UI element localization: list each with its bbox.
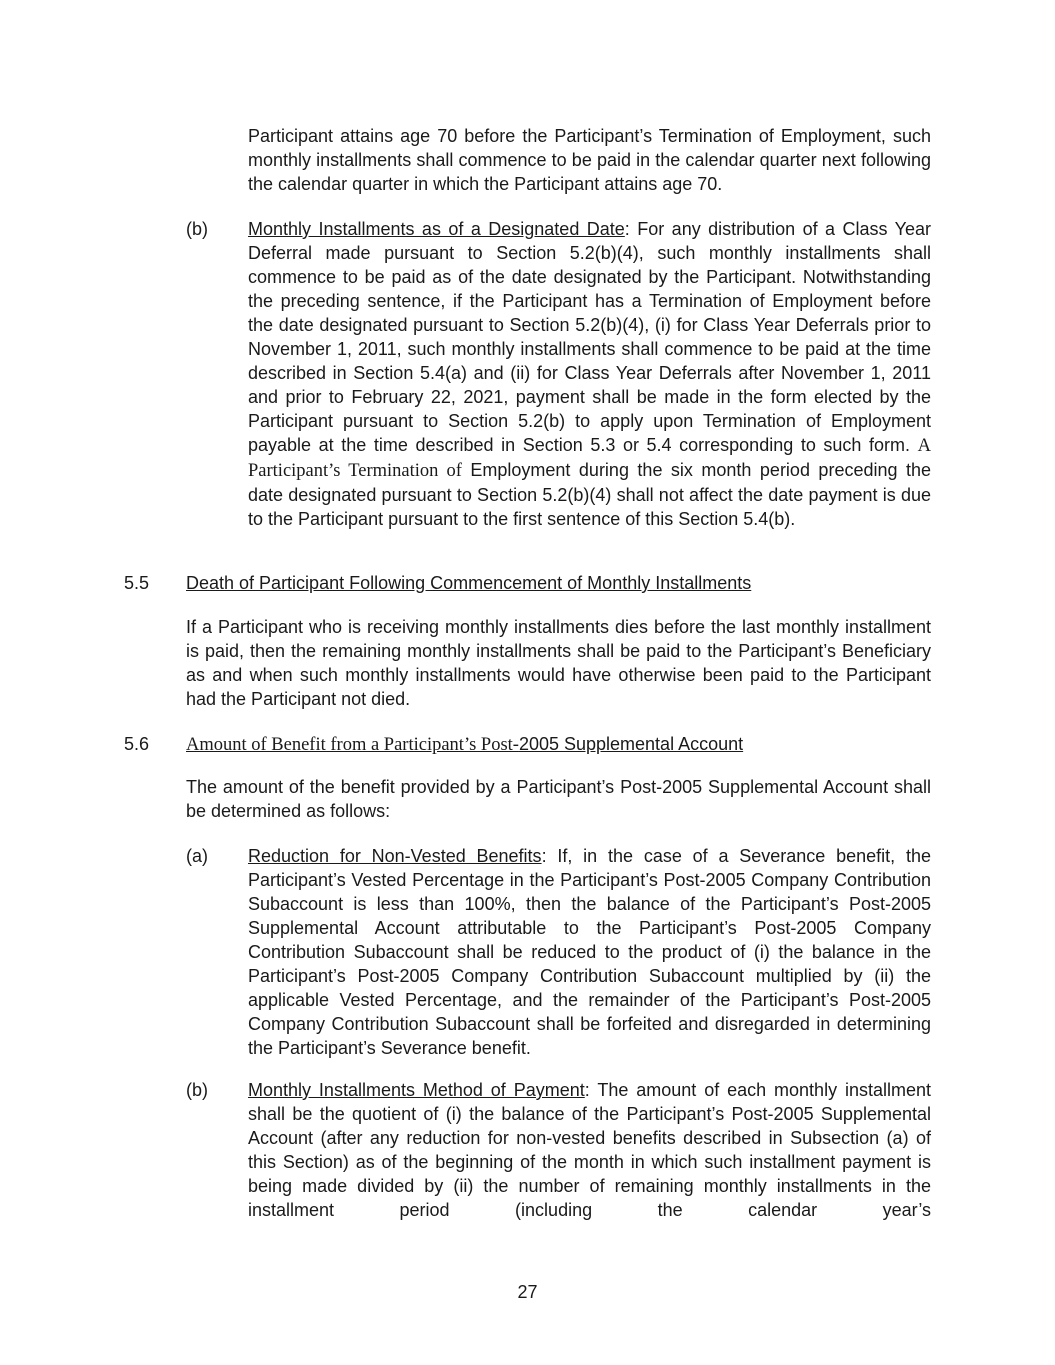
item-b2-label: (b): [186, 1080, 208, 1100]
section-5-5-title: Death of Participant Following Commencement of Monthly Installments: [186, 573, 752, 593]
item-b1-title: Monthly Installments as of a Designated Date: [248, 219, 625, 239]
section-5-5-body: If a Participant who is receiving monthly installments dies before the last monthly installment is paid, then the remaining monthly installments shall be paid to the Participant’s Beneficiary as and when such monthly installments would have otherwise been paid to the Participant had the Participant not died.: [186, 617, 931, 709]
continuation-paragraph: Participant attains age 70 before the Participant’s Termination of Employment, such monthly installments shall commence to be paid in the calendar quarter next following the calendar quarter in which the Participant attains age 70.: [248, 126, 931, 194]
item-b1-label: (b): [186, 219, 208, 239]
section-5-6-title: [186, 732, 743, 757]
item-a-title: Reduction for Non-Vested Benefits: [248, 846, 542, 866]
item-b2-title: Monthly Installments Method of Payment: [248, 1080, 585, 1100]
item-a-label: (a): [186, 846, 208, 866]
section-5-6-title-sans: 2005 Supplemental Account: [518, 734, 744, 754]
item-a-colon: :: [541, 846, 547, 866]
page-number: 27: [517, 1282, 538, 1302]
item-b2-colon: :: [584, 1080, 590, 1100]
section-5-6-number: 5.6: [124, 734, 150, 754]
section-5-6-title-serif: Amount of Benefit from a Participant’s Post-: [186, 735, 519, 755]
item-b1-text-1: For any distribution of a Class Year Deferral made pursuant to Section 5.2(b)(4), such monthly installments shall commence to be paid as of the date designated by the Participant. Notwithstanding the preceding sentence, if the Participant has a Termination of Employment before the date designated pursuant to Section 5.2(b)(4), (i) for Class Year Deferrals prior to November 1, 2011, such monthly installments shall commence to be paid at the time described in Section 5.4(a) and (ii) for Class Year Deferrals after November 1, 2011 and prior to February 22, 2021, payment shall be made in the form elected by the Participant pursuant to Section 5.2(b) to apply upon Termination of Employment payable at the time described in Section 5.3 or 5.4 corresponding to such form.: [248, 219, 931, 455]
section-5-5-number: 5.5: [124, 573, 150, 593]
item-b1-colon: :: [624, 219, 630, 239]
section-5-6-body: The amount of the benefit provided by a Participant’s Post-2005 Supplemental Account shall be determined as follows:: [186, 777, 931, 821]
item-b1-text-2: Employment during the six month period preceding the date designated pursuant to Section 5.2(b)(4) shall not affect the date payment is due to the Participant pursuant to the first sentence of this Section 5.4(b).: [248, 460, 931, 529]
item-b1-text-serif: A Participant’s Termination of: [248, 436, 931, 481]
item-b2-paragraph: [248, 1078, 931, 1222]
item-b2-text: The amount of each monthly installment shall be the quotient of (i) the balance of the Participant’s Post-2005 Supplemental Account (after any reduction for non-vested benefits described in Subsection (a) of this Section) as of the beginning of the month in which such installment payment is being made divided by (ii) the number of remaining monthly installments in the installment period (including the calendar year’s: [248, 1080, 931, 1220]
item-a-text: If, in the case of a Severance benefit, the Participant’s Vested Percentage in the Participant’s Post-2005 Company Contribution Subaccount is less than 100%, then the balance of the Participant’s Post-2005 Supplemental Account attributable to the Participant’s Post-2005 Company Contribution Subaccount shall be reduced to the product of (i) the balance in the Participant’s Post-2005 Company Contribution Subaccount multiplied by (ii) the applicable Vested Percentage, and the remainder of the Participant’s Post-2005 Company Contribution Subaccount shall be forfeited and disregarded in determining the Participant’s Severance benefit.: [248, 846, 931, 1058]
item-a-paragraph: [248, 844, 931, 1060]
item-b1-paragraph: [248, 217, 931, 531]
